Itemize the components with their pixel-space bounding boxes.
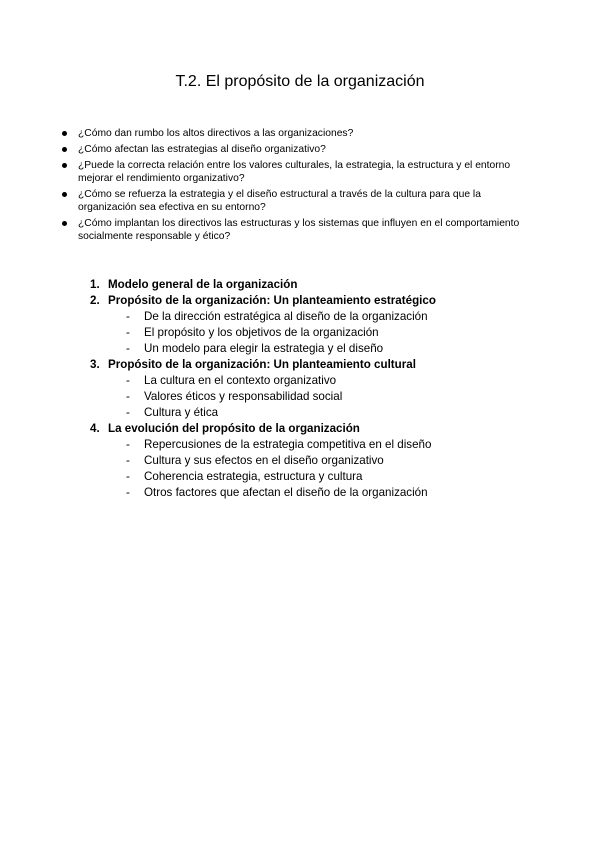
subtopic-item: - La cultura en el contexto organizativo <box>108 373 490 389</box>
subtopic-list <box>108 437 490 501</box>
subtopic-list <box>108 309 490 357</box>
subtopic-item: - Repercusiones de la estrategia competitiva en el diseño <box>108 437 490 453</box>
subtopic-item: - Cultura y sus efectos en el diseño organizativo <box>108 453 490 469</box>
subtopic-item: - Valores éticos y responsabilidad social <box>108 389 490 405</box>
section-number: 1. <box>90 278 100 291</box>
section-title: La evolución del propósito de la organización <box>108 422 360 435</box>
subtopic-item: - Otros factores que afectan el diseño de la organización <box>108 485 490 501</box>
outline-section <box>90 357 490 421</box>
question-item: ¿Puede la correcta relación entre los valores culturales, la estrategia, la estructura y el entorno mejorar el rendimiento organizativo? <box>78 159 538 185</box>
question-item: ¿Cómo se refuerza la estrategia y el diseño estructural a través de la cultura para que la organización sea efectiva en su entorno? <box>78 188 538 214</box>
outline-section <box>90 421 490 501</box>
subtopic-item: - El propósito y los objetivos de la organización <box>108 325 490 341</box>
subtopic-item: - Un modelo para elegir la estrategia y el diseño <box>108 341 490 357</box>
question-item: ¿Cómo dan rumbo los altos directivos a las organizaciones? <box>78 127 538 140</box>
question-item: ¿Cómo afectan las estrategias al diseño organizativo? <box>78 143 538 156</box>
section-number: 4. <box>90 422 100 435</box>
topic-outline <box>90 277 490 501</box>
outline-section <box>90 277 490 293</box>
question-item: ¿Cómo implantan los directivos las estructuras y los sistemas que influyen en el comportamiento socialmente responsable y ético? <box>78 217 538 243</box>
section-number: 2. <box>90 294 100 307</box>
section-title: Modelo general de la organización <box>108 278 298 291</box>
questions-list <box>78 127 538 246</box>
outline-section <box>90 293 490 357</box>
section-title: Propósito de la organización: Un planteamiento estratégico <box>108 294 436 307</box>
page-title: T.2. El propósito de la organización <box>175 73 425 90</box>
subtopic-item: - De la dirección estratégica al diseño de la organización <box>108 309 490 325</box>
section-number: 3. <box>90 358 100 371</box>
section-title: Propósito de la organización: Un planteamiento cultural <box>108 358 416 371</box>
subtopic-item: - Coherencia estrategia, estructura y cultura <box>108 469 490 485</box>
subtopic-list <box>108 373 490 421</box>
subtopic-item: - Cultura y ética <box>108 405 490 421</box>
